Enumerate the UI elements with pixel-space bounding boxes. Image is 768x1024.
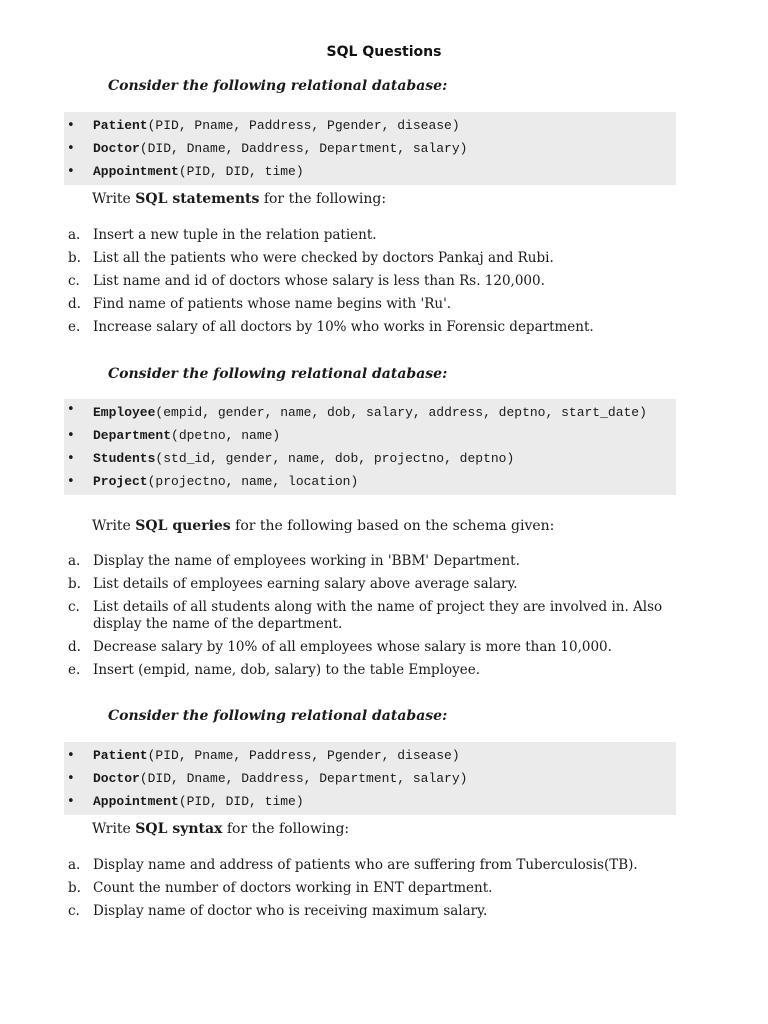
document-title: SQL Questions [326,44,442,60]
question-item: c. Display name of doctor who is receiving maximum salary. [68,903,488,919]
section-2-intro: Write SQL queries for the following based on the schema given: [92,518,555,534]
table-name: Doctor [93,141,140,156]
table-columns: (PID, Pname, Paddress, Pgender, disease) [147,748,460,763]
bullet-icon: • [67,794,75,809]
table-name: Appointment [93,794,179,809]
schema-item [64,160,676,183]
bullet-icon: • [67,428,75,443]
bullet-icon: • [67,141,75,156]
question-item: d. Decrease salary by 10% of all employees whose salary is more than 10,000. [68,639,612,655]
question-item: c. List name and id of doctors whose salary is less than Rs. 120,000. [68,273,545,289]
section-1-questions [68,227,668,342]
bullet-icon: • [67,474,75,489]
section-1-intro: Write SQL statements for the following: [92,191,387,207]
schema-item [64,470,676,493]
section-2-questions [68,553,668,685]
table-name: Students [93,451,156,466]
section-3-heading: Consider the following relational database: [108,708,448,724]
question-item: c. List details of all students along with the name of project they are involved in. Also display the name of the department. [68,599,663,632]
table-columns: (empid, gender, name, dob, salary, address, deptno, start_date) [155,405,647,420]
table-columns: (PID, DID, time) [178,164,304,179]
table-name: Doctor [93,771,140,786]
bullet-icon: • [67,402,75,417]
section-2-heading: Consider the following relational database: [108,366,448,382]
section-1-schema [64,112,676,185]
bullet-icon: • [67,164,75,179]
table-name: Appointment [93,164,179,179]
table-columns: (DID, Dname, Daddress, Department, salary) [139,771,468,786]
table-name: Department [93,428,172,443]
question-item: e. Insert (empid, name, dob, salary) to the table Employee. [68,662,481,678]
table-columns: (DID, Dname, Daddress, Department, salary) [139,141,468,156]
question-item: e. Increase salary of all doctors by 10% who works in Forensic department. [68,319,594,335]
schema-item [64,401,676,424]
question-item: b. List all the patients who were checked by doctors Pankaj and Rubi. [68,250,554,266]
question-item: a. Display the name of employees working in 'BBM' Department. [68,553,520,569]
table-name: Project [93,474,148,489]
table-columns: (dpetno, name) [171,428,281,443]
schema-item [64,767,676,790]
section-3-questions [68,857,668,926]
section-2-schema [64,399,676,495]
schema-item [64,744,676,767]
section-1-heading: Consider the following relational database: [108,78,448,94]
schema-item [64,137,676,160]
question-item: b. Count the number of doctors working in ENT department. [68,880,493,896]
bullet-icon: • [67,451,75,466]
bullet-icon: • [67,748,75,763]
table-name: Patient [93,748,148,763]
question-item: a. Insert a new tuple in the relation patient. [68,227,377,243]
table-name: Patient [93,118,148,133]
table-columns: (projectno, name, location) [147,474,359,489]
table-name: Employee [93,405,156,420]
question-item: b. List details of employees earning salary above average salary. [68,576,518,592]
schema-item [64,447,676,470]
section-3-schema [64,742,676,815]
question-item: a. Display name and address of patients who are suffering from Tuberculosis(TB). [68,857,638,873]
table-columns: (PID, DID, time) [178,794,304,809]
schema-item [64,114,676,137]
section-3-intro: Write SQL syntax for the following: [92,821,350,837]
bullet-icon: • [67,118,75,133]
bullet-icon: • [67,771,75,786]
question-item: d. Find name of patients whose name begins with 'Ru'. [68,296,452,312]
schema-item [64,424,676,447]
table-columns: (PID, Pname, Paddress, Pgender, disease) [147,118,460,133]
schema-item [64,790,676,813]
table-columns: (std_id, gender, name, dob, projectno, deptno) [155,451,515,466]
